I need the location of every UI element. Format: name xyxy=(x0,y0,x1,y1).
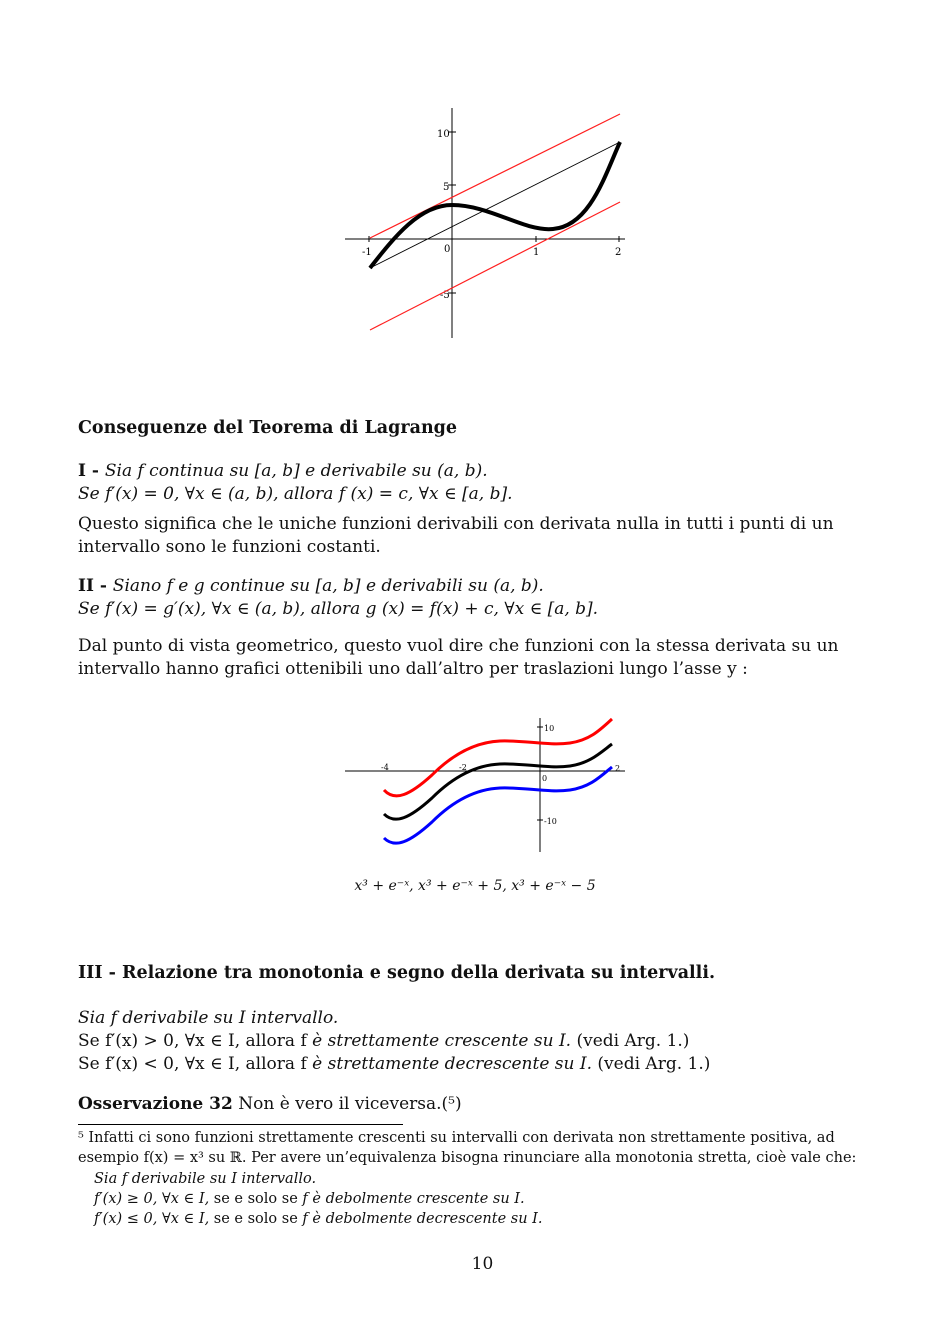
section-title: Conseguenze del Teorema di Lagrange xyxy=(78,418,458,438)
theorem-3-line2 xyxy=(78,1030,689,1053)
theorem-3-line2-a: Se f′(x) > 0, ∀x ∈ I, allora f xyxy=(78,1031,313,1051)
theorem-3-title: III - Relazione tra monotonia e segno della derivata su intervalli. xyxy=(78,963,716,983)
tick-y-5: 5 xyxy=(443,182,450,193)
curve-minus-5 xyxy=(384,767,612,843)
theorem-3-line3-c: (vedi Arg. 1.) xyxy=(592,1054,711,1074)
tick-x-1: 1 xyxy=(533,247,540,258)
theorem-3-line3-b: è strettamente decrescente su I. xyxy=(312,1054,592,1074)
footnote-line2-c: f è debolmente crescente su I. xyxy=(297,1191,525,1207)
theorem-3-line1: Sia f derivabile su I intervallo. xyxy=(78,1008,339,1028)
tick2-x-m2: -2 xyxy=(459,763,467,772)
footnote-text: ⁵ Infatti ci sono funzioni strettamente crescenti su intervalli con derivata non strettamente positiva, ad esempio f(x) = x³ su ℝ. Per avere un’equivalenza bisogna rinunciare alla monotonia stretta, cioè vale che: xyxy=(78,1130,857,1166)
footnote-rule xyxy=(78,1124,403,1125)
theorem-2-line2: Se f′(x) = g′(x), ∀x ∈ (a, b), allora g (x) = f(x) + c, ∀x ∈ [a, b]. xyxy=(78,599,599,619)
footnote-line1: Sia f derivabile su I intervallo. xyxy=(94,1171,317,1187)
theorem-3-line3 xyxy=(78,1053,710,1076)
footnote-line3 xyxy=(94,1209,543,1229)
observation-text: Non è vero il viceversa.(⁵) xyxy=(232,1094,462,1114)
tick-y-10: 10 xyxy=(437,129,450,140)
curve-plus-5 xyxy=(384,719,612,796)
tangent-upper xyxy=(370,114,620,238)
theorem-2-label: II - xyxy=(78,576,113,596)
tick-x-m1: -1 xyxy=(362,247,372,258)
tangent-lower xyxy=(370,202,620,330)
observation-label: Osservazione 32 xyxy=(78,1094,233,1114)
tick-x-0: 0 xyxy=(444,244,451,255)
tick-x-2: 2 xyxy=(615,247,622,258)
footnote-line3-b: se e solo se xyxy=(213,1211,298,1227)
tick2-y-10: 10 xyxy=(544,724,555,733)
tick2-x-2: 2 xyxy=(615,764,621,773)
theorem-1-line2: Se f′(x) = 0, ∀x ∈ (a, b), allora f (x) = c, ∀x ∈ [a, b]. xyxy=(78,484,513,504)
footnote-line2-b: se e solo se xyxy=(213,1191,298,1207)
tick2-x-m4: -4 xyxy=(381,763,389,772)
theorem-1-explanation: Questo significa che le uniche funzioni derivabili con derivata nulla in tutti i punti di un intervallo sono le funzioni costanti. xyxy=(78,514,834,557)
theorem-1-hypothesis: Sia f continua su [a, b] e derivabile su (a, b). xyxy=(104,461,488,481)
secant-line xyxy=(370,142,620,268)
theorem-2-line1 xyxy=(78,575,544,598)
observation xyxy=(78,1093,462,1116)
figure-lagrange xyxy=(330,100,640,345)
curve-base xyxy=(384,744,612,819)
theorem-1-line1 xyxy=(78,460,488,483)
theorem-3-line2-c: (vedi Arg. 1.) xyxy=(571,1031,690,1051)
tick2-x-0: 0 xyxy=(542,774,548,783)
theorem-1-label: I - xyxy=(78,461,105,481)
figure-2-caption: x³ + e⁻ˣ, x³ + e⁻ˣ + 5, x³ + e⁻ˣ − 5 xyxy=(354,878,596,894)
theorem-3-line3-a: Se f′(x) < 0, ∀x ∈ I, allora f xyxy=(78,1054,313,1074)
footnote-line3-a: f′(x) ≤ 0, ∀x ∈ I, xyxy=(94,1211,214,1227)
tick-y-m5: -5 xyxy=(440,290,450,301)
footnote-line2 xyxy=(94,1189,525,1209)
tick2-y-m10: -10 xyxy=(544,817,557,826)
footnote-line2-a: f′(x) ≥ 0, ∀x ∈ I, xyxy=(94,1191,214,1207)
figure-translations xyxy=(335,710,635,860)
theorem-3-line2-b: è strettamente crescente su I. xyxy=(312,1031,572,1051)
page-number: 10 xyxy=(471,1254,494,1274)
footnote-line3-c: f è debolmente decrescente su I. xyxy=(297,1211,543,1227)
theorem-2-explanation: Dal punto di vista geometrico, questo vuol dire che funzioni con la stessa derivata su un intervallo hanno grafici ottenibili uno dall’altro per traslazioni lungo l’asse y : xyxy=(78,636,839,679)
theorem-2-hypothesis: Siano f e g continue su [a, b] e derivabili su (a, b). xyxy=(112,576,544,596)
